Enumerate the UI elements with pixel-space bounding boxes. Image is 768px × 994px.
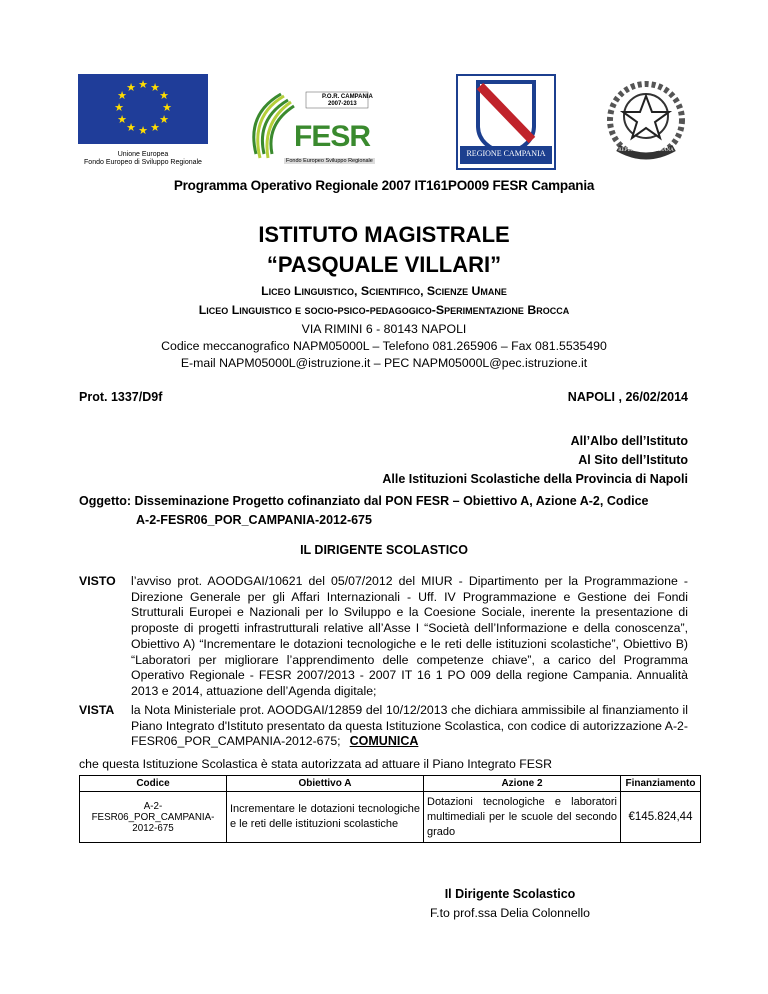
protocol-number: Prot. 1337/D9f — [79, 390, 163, 404]
svg-text:★: ★ — [126, 121, 136, 134]
fesr-caption: Fondo Europeo Sviluppo Regionale — [286, 158, 373, 164]
cell-codice: A-2-FESR06_POR_CAMPANIA-2012-675 — [80, 792, 227, 843]
eu-caption-2: Fondo Europeo di Sviluppo Regionale — [84, 159, 202, 166]
recipient-1: All’Albo dell’Istituto — [570, 434, 688, 448]
cell-obiettivo: Incrementare le dotazioni tecnologiche e le reti delle istituzioni scolastiche — [227, 792, 424, 843]
programma-heading: Programma Operativo Regionale 2007 IT161PO009 FESR Campania — [173, 178, 595, 193]
oggetto — [79, 492, 649, 530]
school-address: VIA RIMINI 6 - 80143 NAPOLI — [301, 322, 467, 336]
cell-finanziamento: €145.824,44 — [621, 792, 701, 843]
intro-text: che questa Istituzione Scolastica è stata autorizzata ad attuare il Piano Integrato FESR — [79, 757, 553, 771]
svg-text:★: ★ — [126, 81, 136, 94]
fesr-top-2: 2007-2013 — [328, 101, 357, 107]
oggetto-line-2: A-2-FESR06_POR_CAMPANIA-2012-675 — [136, 513, 372, 527]
repubblica-logo — [598, 74, 694, 170]
school-email: E-mail NAPM05000L@istruzione.it – PEC NAPM05000L@pec.istruzione.it — [180, 356, 588, 370]
header-azione: Azione 2 — [424, 776, 621, 792]
svg-text:★: ★ — [150, 121, 160, 134]
vista-text: la Nota Ministeriale prot. AOODGAI/12859 del 10/12/2013 che dichiara ammissibile al finanziamento il Piano Integrato d'Istituto presentato da questa Istituzione Scolastica, con codice di autorizzazione A-2-FESR06_POR_CAMPANIA-2012-675; — [131, 703, 688, 749]
header-codice: Codice — [80, 776, 227, 792]
school-line-2: Liceo Linguistico e socio-psico-pedagogico-Sperimentazione Brocca — [198, 303, 570, 317]
visto-label: VISTO — [79, 574, 116, 588]
eu-logo — [78, 74, 208, 167]
fesr-word: FESR — [294, 120, 371, 153]
svg-text:★: ★ — [162, 101, 172, 114]
document-date: NAPOLI , 26/02/2014 — [567, 390, 688, 404]
repubblica-caption: REPUBBLICA ITALIANA — [618, 148, 674, 153]
svg-text:★: ★ — [117, 89, 127, 102]
visto-text: l’avviso prot. AOODGAI/10621 del 05/07/2012 del MIUR - Dipartimento per la Programmazione - Direzione Generale per gli Affari Internazionali - Uff. IV Programmazione e Gestione dei Fondi Strutturali Europei e Nazionali per lo Sviluppo e la Coesione Sociale, inerente la presentazione di proposte di progetti infrastrutturali relative all’Asse I “Società dell’Informazione e della conoscenza”, Obiettivo A) “Incrementare le dotazioni tecnologiche e le reti delle istituzioni scolastiche”, Obiettivo B) “Laboratori per migliorare l’apprendimento delle competenze chiave”, a carico del Programma Operativo Regionale - FESR 2007/2013 - 2007 IT 16 1 PO 009 della regione Campania. Annualità 2013 e 2014, attuazione dell’Agenda digitale; — [131, 574, 688, 698]
header-obiettivo: Obiettivo A — [227, 776, 424, 792]
recipient-3: Alle Istituzioni Scolastiche della Provincia di Napoli — [382, 472, 688, 486]
header-finanziamento: Finanziamento — [621, 776, 701, 792]
svg-text:★: ★ — [138, 78, 148, 91]
signature-name: F.to prof.ssa Delia Colonnello — [430, 906, 590, 920]
svg-text:★: ★ — [150, 81, 160, 94]
svg-text:★: ★ — [114, 101, 124, 114]
table-header-row — [80, 776, 701, 792]
italian-emblem-icon — [598, 74, 694, 170]
signature-title: Il Dirigente Scolastico — [444, 887, 576, 901]
school-title-1: ISTITUTO MAGISTRALE — [258, 222, 510, 247]
eu-caption-1: Unione Europea — [117, 151, 169, 158]
table-row — [80, 792, 701, 843]
svg-text:★: ★ — [159, 113, 169, 126]
svg-text:★: ★ — [117, 113, 127, 126]
campania-caption: REGIONE CAMPANIA — [466, 149, 546, 158]
svg-text:★: ★ — [138, 124, 148, 137]
dirigente-heading: IL DIRIGENTE SCOLASTICO — [300, 543, 468, 557]
fesr-top-1: P.O.R. CAMPANIA — [322, 94, 373, 100]
logo-strip — [78, 74, 698, 170]
oggetto-line-1: Oggetto: Disseminazione Progetto cofinanziato dal PON FESR – Obiettivo A, Azione A-2, Codice — [79, 494, 649, 508]
school-line-1: Liceo Linguistico, Scientifico, Scienze Umane — [261, 284, 507, 298]
fesr-logo — [236, 74, 376, 170]
eu-flag-icon — [78, 74, 208, 144]
campania-logo — [456, 74, 556, 170]
funding-table — [79, 775, 701, 843]
comunica-heading: COMUNICA — [349, 734, 419, 748]
school-codes: Codice meccanografico NAPM05000L – Telefono 081.265906 – Fax 081.5535490 — [161, 339, 607, 353]
vista-label: VISTA — [79, 703, 115, 717]
svg-text:★: ★ — [159, 89, 169, 102]
recipient-2: Al Sito dell’Istituto — [578, 453, 688, 467]
school-title-2: “PASQUALE VILLARI” — [266, 252, 502, 277]
cell-azione: Dotazioni tecnologiche e laboratori multimediali per le scuole del secondo grado — [424, 792, 621, 843]
